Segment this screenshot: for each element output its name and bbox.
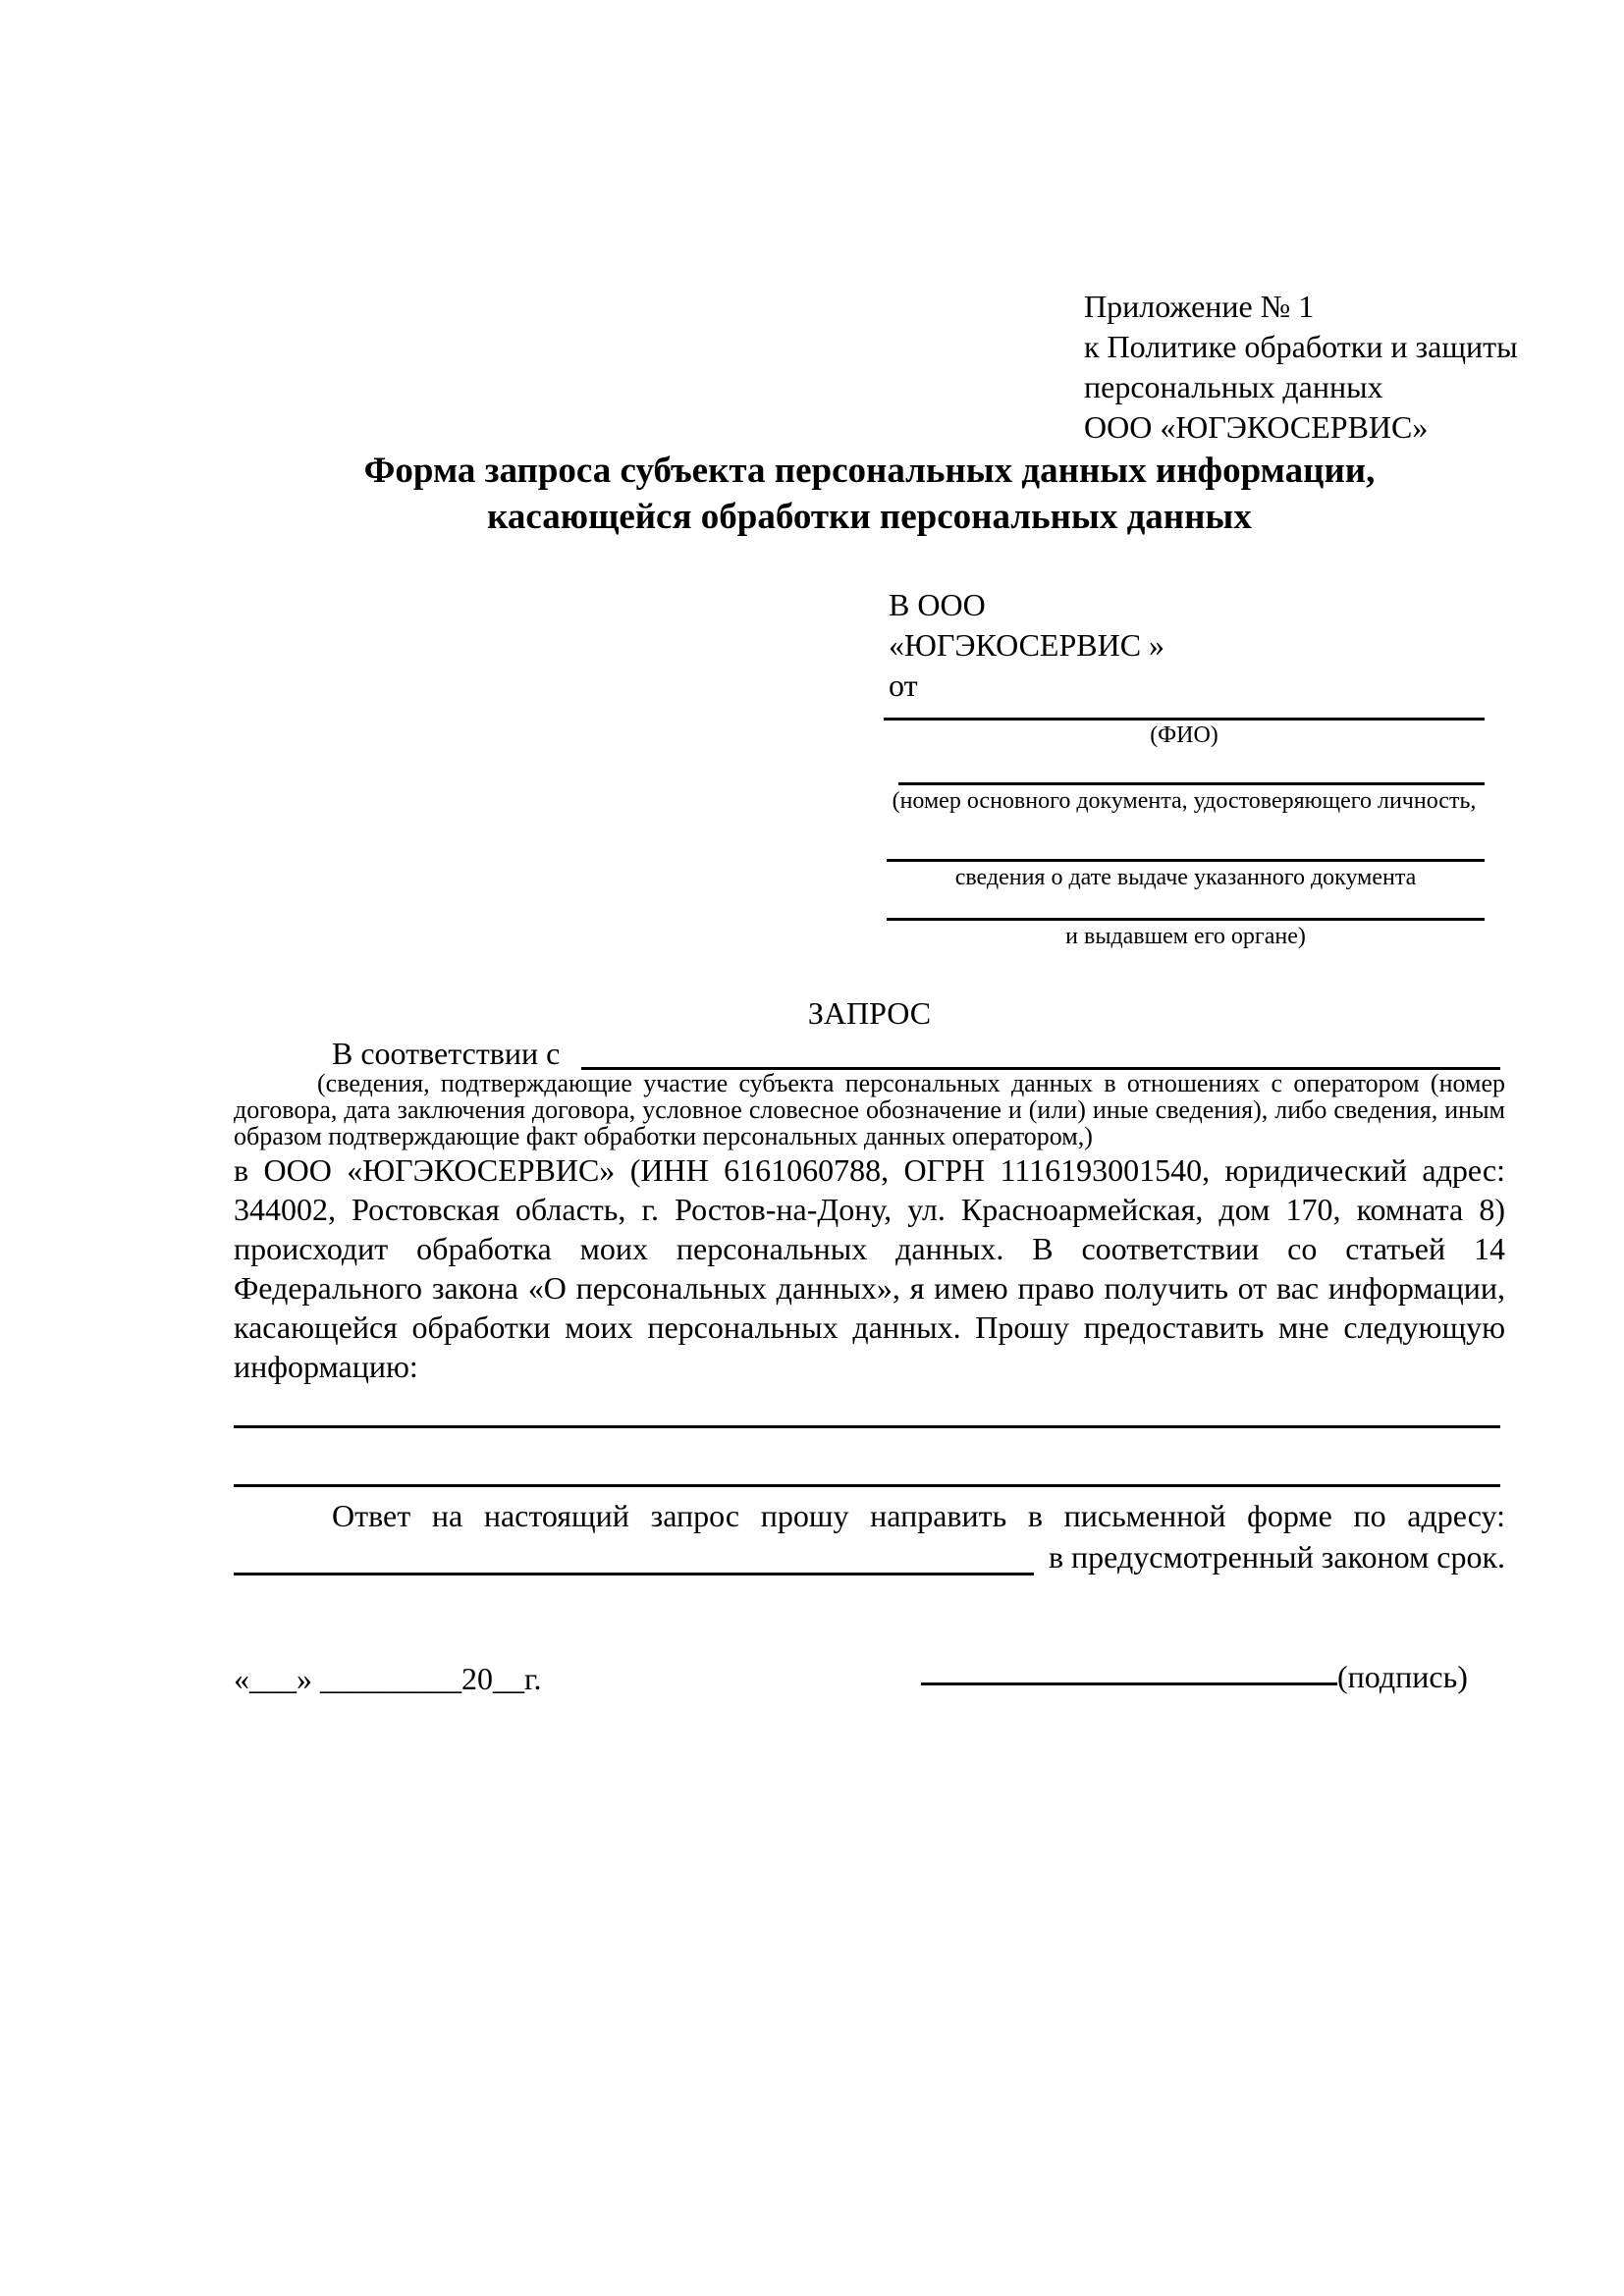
signature-caption: (подпись): [1337, 1659, 1468, 1694]
intro-text: В соответствии с: [332, 1036, 561, 1071]
reply-text: Ответ на настоящий запрос прошу направить в письменной форме по адресу:: [332, 1498, 1505, 1533]
appendix-line-1: Приложение № 1: [1084, 289, 1315, 324]
addressee-block: [889, 585, 1164, 706]
issuing-authority-fill-line: [887, 918, 1485, 921]
signature-fill-line: [921, 1682, 1337, 1685]
passport-number-fill-line: [898, 782, 1485, 785]
blank-fill-line-2: [234, 1484, 1500, 1487]
blank-fill-line-1: [234, 1425, 1500, 1428]
appendix-line-2: к Политике обработки и защиты: [1084, 329, 1518, 364]
fio-fill-line: [884, 718, 1485, 721]
date-placeholder: «___» _________20__г.: [234, 1661, 542, 1696]
issue-date-caption: сведения о дате выдаче указанного документа: [954, 865, 1417, 890]
document-title: [234, 448, 1505, 540]
request-body: в ООО «ЮГЭКОСЕРВИС» (ИНН 6161060788, ОГРН 1116193001540, юридический адрес: 344002, Ростовская область, г. Ростов-на-Дону, ул. Красноармейская, дом 170, комната 8) происходит обработка моих персональных данных. В соответствии со статьей 14 Федерального закона «О персональных данных», я имею право получить от вас информации, касающейся обработки моих персональных данных. Прошу предоставить мне следующую информацию:: [234, 1152, 1505, 1384]
addressee-line-2: «ЮГЭКОСЕРВИС »: [889, 627, 1165, 663]
addressee-line-3: от: [889, 667, 918, 703]
issuing-authority-caption: и выдавшем его органе): [1065, 924, 1306, 949]
title-line-2: касающейся обработки персональных данных: [487, 497, 1252, 537]
fio-caption: (ФИО): [1150, 722, 1218, 748]
issue-date-fill-line: [887, 859, 1485, 862]
title-line-1: Форма запроса субъекта персональных данных информации,: [363, 451, 1376, 491]
reply-tail: в предусмотренный законом срок.: [1048, 1539, 1505, 1575]
appendix-line-3: персональных данных: [1084, 369, 1383, 404]
appendix-block: [1084, 287, 1518, 448]
address-fill-line: [234, 1573, 1034, 1575]
passport-number-caption: (номер основного документа, удостоверяющего личность,: [892, 788, 1477, 814]
request-heading: ЗАПРОС: [807, 995, 932, 1031]
intro-note: (сведения, подтверждающие участие субъекта персональных данных в отношениях с оператором (номер договора, дата заключения договора, условное словесное обозначение и (или) иные сведения), либо сведения, иным образом подтверждающие факт обработки персональных данных оператором,): [234, 1069, 1505, 1150]
addressee-line-1: В ООО: [889, 587, 986, 622]
appendix-line-4: ООО «ЮГЭКОСЕРВИС»: [1084, 409, 1429, 445]
